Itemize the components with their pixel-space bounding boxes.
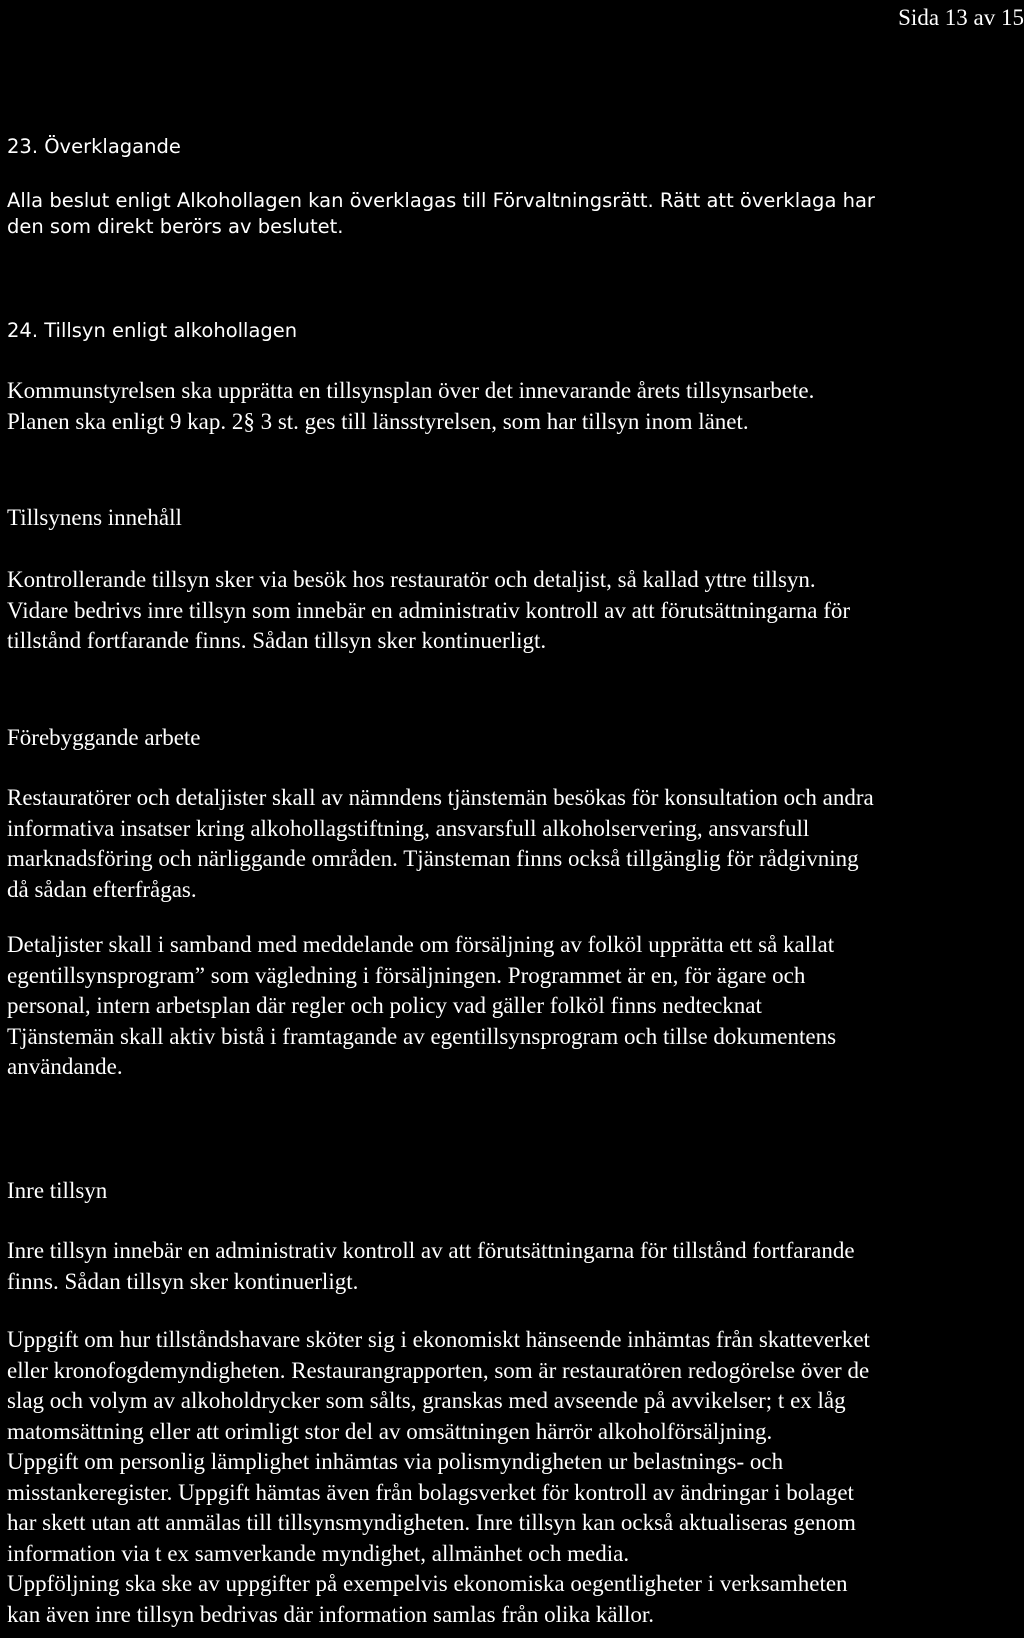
text-line: då sådan efterfrågas. (7, 876, 197, 902)
text-line: Tjänstemän skall aktiv bistå i framtagande av egentillsynsprogram och tillse dokumentens (7, 1023, 837, 1049)
text-line: Restauratörer och detaljister skall av nämndens tjänstemän besökas för konsultation och andra (7, 785, 874, 810)
page-number-current: 13 (944, 5, 968, 30)
text-line: personal, intern arbetsplan där regler och policy vad gäller folköl finns nedtecknat (7, 993, 762, 1018)
text-line: information via t ex samverkande myndighet, allmänhet och media. (7, 1540, 630, 1566)
section-heading-tillsyn: 24. Tillsyn enligt alkohollagen (7, 319, 298, 342)
text-line: Uppgift om personlig lämplighet inhämtas via polismyndigheten ur belastnings- och (7, 1449, 784, 1474)
text-line: Uppföljning ska ske av uppgifter på exempelvis ekonomiska oegentligheter i verksamheten (7, 1571, 848, 1596)
text-line: misstankeregister. Uppgift hämtas även från bolagsverket för kontroll av ändringar i bolaget (7, 1479, 854, 1505)
paragraph-tillsyn (7, 376, 1024, 437)
text-line: kan även inre tillsyn bedrivas där information samlas från olika källor. (7, 1601, 655, 1627)
text-line: Vidare bedrivs inre tillsyn som innebär en administrativ kontroll av att förutsättningarna för (7, 597, 851, 623)
subheading-inre-tillsyn: Inre tillsyn (7, 1178, 108, 1203)
paragraph-forebyggande-1 (7, 783, 1024, 905)
paragraph-forebyggande-2 (7, 930, 1024, 1083)
page-number-total: 15 (1001, 5, 1024, 30)
text-line: eller kronofogdemyndigheten. Restaurangrapporten, som är restauratören redogörelse över de (7, 1357, 870, 1383)
paragraph-inre-tillsyn-2 (7, 1325, 1024, 1630)
text-line: den som direkt berörs av beslutet. (7, 215, 344, 238)
text-line: marknadsföring och närliggande områden. Tjänsteman finns också tillgänglig för rådgivning (7, 846, 859, 871)
paragraph-overklagande (7, 188, 1024, 240)
page-number-separator: av (973, 5, 996, 30)
text-line: matomsättning eller att orimligt stor del av omsättningen härrör alkoholförsäljning. (7, 1418, 773, 1444)
text-line: Inre tillsyn innebär en administrativ kontroll av att förutsättningarna för tillstånd fortfarande (7, 1238, 855, 1263)
text-line: har skett utan att anmälas till tillsynsmyndigheten. Inre tillsyn kan också aktualiseras genom (7, 1510, 856, 1535)
text-line: slag och volym av alkoholdrycker som sålts, granskas med avseende på avvikelser; t ex låg (7, 1388, 846, 1413)
page-number-label: Sida (898, 5, 940, 30)
section-heading-overklagande: 23. Överklagande (7, 135, 181, 158)
text-line: Uppgift om hur tillståndshavare sköter sig i ekonomiskt hänseende inhämtas från skatteverket (7, 1327, 870, 1352)
text-line: finns. Sådan tillsyn sker kontinuerligt. (7, 1268, 359, 1294)
text-line: användande. (7, 1054, 123, 1079)
text-line: Kontrollerande tillsyn sker via besök hos restauratör och detaljist, så kallad yttre tillsyn. (7, 567, 816, 592)
text-line: Detaljister skall i samband med meddelande om försäljning av folköl upprätta ett så kallat (7, 932, 835, 957)
page-number (898, 3, 1024, 33)
text-line: tillstånd fortfarande finns. Sådan tillsyn sker kontinuerligt. (7, 628, 547, 653)
text-line: Alla beslut enligt Alkohollagen kan överklagas till Förvaltningsrätt. Rätt att överklaga har (7, 189, 875, 212)
text-line: Kommunstyrelsen ska upprätta en tillsynsplan över det innevarande årets tillsynsarbete. (7, 378, 815, 403)
subheading-tillsynens-innehall: Tillsynens innehåll (7, 505, 182, 530)
paragraph-tillsynens-innehall (7, 565, 1024, 657)
subheading-forebyggande-arbete: Förebyggande arbete (7, 725, 201, 750)
text-line: egentillsynsprogram” som vägledning i försäljningen. Programmet är en, för ägare och (7, 962, 806, 988)
text-line: informativa insatser kring alkohollagstiftning, ansvarsfull alkoholservering, ansvarsfull (7, 815, 810, 841)
text-line: Planen ska enligt 9 kap. 2§ 3 st. ges till länsstyrelsen, som har tillsyn inom länet. (7, 408, 749, 434)
paragraph-inre-tillsyn-1 (7, 1236, 1024, 1297)
